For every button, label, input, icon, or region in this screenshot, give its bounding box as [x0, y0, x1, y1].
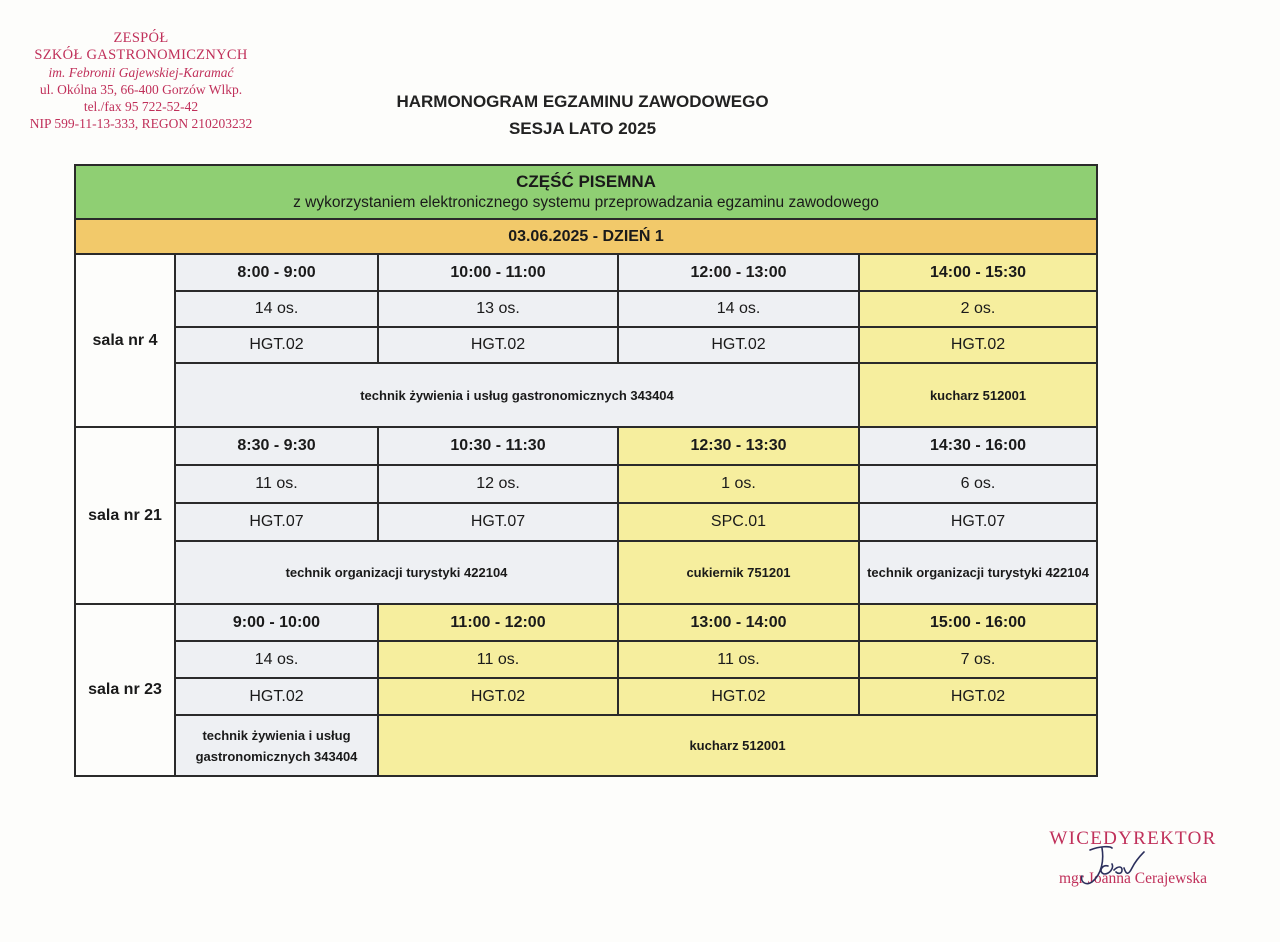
- profession: kucharz 512001: [378, 715, 1097, 776]
- stamp-line: NIP 599-11-13-333, REGON 210203232: [29, 116, 253, 131]
- qualification-code: HGT.07: [859, 503, 1097, 541]
- people-count: 12 os.: [378, 465, 618, 503]
- exam-schedule-table: [74, 164, 1098, 777]
- people-count: 11 os.: [378, 641, 618, 678]
- document-title: [330, 88, 835, 142]
- qualification-code: HGT.02: [859, 678, 1097, 715]
- stamp-line: ZESPÓŁ: [113, 30, 169, 46]
- qualification-code: HGT.02: [618, 327, 859, 363]
- handwritten-signature-icon: [1052, 838, 1162, 898]
- time-slot: 15:00 - 16:00: [859, 604, 1097, 641]
- signature-stamp: [1022, 826, 1244, 890]
- time-slot: 8:00 - 9:00: [175, 254, 378, 291]
- title-line-2: SESJA LATO 2025: [508, 119, 657, 138]
- signature-title: WICEDYREKTOR: [1049, 828, 1217, 849]
- qualification-code: HGT.02: [378, 678, 618, 715]
- profession: cukiernik 751201: [618, 541, 859, 604]
- qualification-code: HGT.02: [378, 327, 618, 363]
- people-count: 6 os.: [859, 465, 1097, 503]
- room-name: sala nr 21: [75, 427, 175, 604]
- profession: technik żywienia i usług gastronomicznych 343404: [175, 363, 859, 427]
- people-count: 11 os.: [175, 465, 378, 503]
- section-header: [75, 165, 1097, 219]
- time-slot: 11:00 - 12:00: [378, 604, 618, 641]
- stamp-line: SZKÓŁ GASTRONOMICZNYCH: [34, 47, 248, 63]
- qualification-code: HGT.07: [378, 503, 618, 541]
- day-header: 03.06.2025 - DZIEŃ 1: [75, 219, 1097, 254]
- stamp-line: tel./fax 95 722-52-42: [83, 99, 199, 114]
- people-count: 14 os.: [175, 641, 378, 678]
- qualification-code: SPC.01: [618, 503, 859, 541]
- signature-name: mgr Joanna Cerajewska: [1058, 870, 1208, 887]
- section-subheading: z wykorzystaniem elektronicznego systemu przeprowadzania egzaminu zawodowego: [293, 194, 879, 211]
- people-count: 13 os.: [378, 291, 618, 327]
- people-count: 2 os.: [859, 291, 1097, 327]
- stamp-line: ul. Okólna 35, 66-400 Gorzów Wlkp.: [39, 82, 243, 97]
- time-slot: 10:00 - 11:00: [378, 254, 618, 291]
- time-slot: 12:30 - 13:30: [618, 427, 859, 465]
- school-stamp: [10, 30, 272, 132]
- qualification-code: HGT.07: [175, 503, 378, 541]
- qualification-code: HGT.02: [175, 678, 378, 715]
- profession: technik organizacji turystyki 422104: [859, 541, 1097, 604]
- time-slot: 9:00 - 10:00: [175, 604, 378, 641]
- time-slot: 14:30 - 16:00: [859, 427, 1097, 465]
- room-name: sala nr 4: [75, 254, 175, 427]
- people-count: 7 os.: [859, 641, 1097, 678]
- qualification-code: HGT.02: [859, 327, 1097, 363]
- time-slot: 14:00 - 15:30: [859, 254, 1097, 291]
- people-count: 1 os.: [618, 465, 859, 503]
- people-count: 11 os.: [618, 641, 859, 678]
- time-slot: 8:30 - 9:30: [175, 427, 378, 465]
- profession: technik żywienia i usług gastronomicznych 343404: [175, 715, 378, 776]
- people-count: 14 os.: [618, 291, 859, 327]
- people-count: 14 os.: [175, 291, 378, 327]
- qualification-code: HGT.02: [618, 678, 859, 715]
- time-slot: 10:30 - 11:30: [378, 427, 618, 465]
- room-name: sala nr 23: [75, 604, 175, 776]
- stamp-line: im. Febronii Gajewskiej-Karamać: [48, 65, 234, 80]
- profession: kucharz 512001: [859, 363, 1097, 427]
- profession: technik organizacji turystyki 422104: [175, 541, 618, 604]
- section-heading: CZĘŚĆ PISEMNA: [516, 172, 656, 191]
- title-line-1: HARMONOGRAM EGZAMINU ZAWODOWEGO: [396, 92, 769, 111]
- qualification-code: HGT.02: [175, 327, 378, 363]
- time-slot: 12:00 - 13:00: [618, 254, 859, 291]
- time-slot: 13:00 - 14:00: [618, 604, 859, 641]
